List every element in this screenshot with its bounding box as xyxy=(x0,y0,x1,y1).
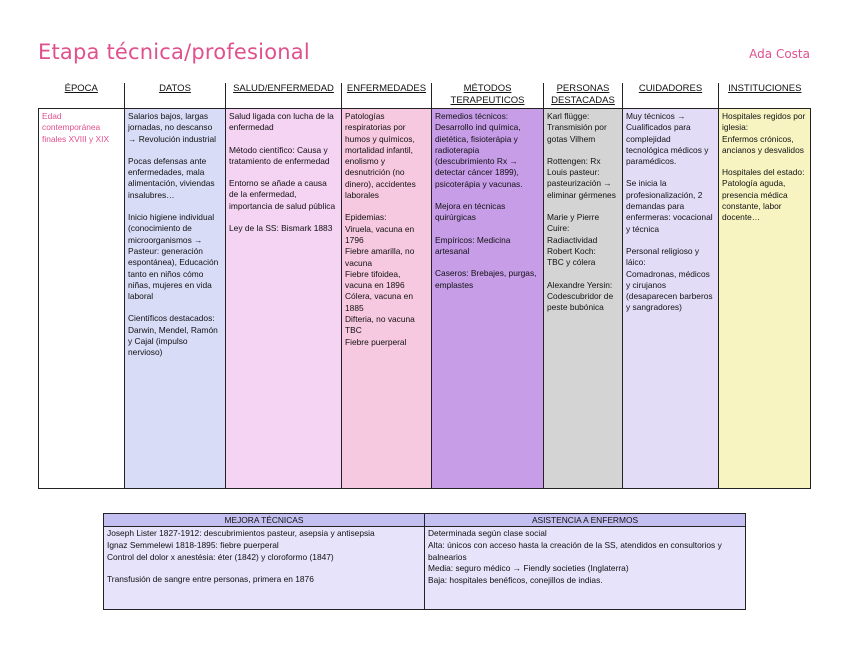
header-instituciones: INSTITUCIONES xyxy=(719,83,811,109)
cell-cuidadores xyxy=(623,109,719,489)
metodos-para: Remedios técnicos: Desarrollo ind química, dietética, fisioterápia y radioterapia (descubrimiento Rx → detectar cáncer 1899), psicoterápia y vacunas. xyxy=(435,111,523,189)
cuidadores-para: Muy técnicos → Cualificados para complejidad tecnológica médicos y paramédicos. xyxy=(626,111,709,167)
header-personas: PERSONAS DESTACADAS xyxy=(544,83,623,109)
cell-datos xyxy=(125,109,226,489)
mejora-line: Control del dolor x anestésia: éter (1842) y cloroformo (1847) xyxy=(107,551,334,562)
metodos-para: Caseros: Brebajes, purgas, emplastes xyxy=(435,268,537,290)
content-row xyxy=(39,109,811,489)
metodos-para: Mejora en técnicas quirúrgicas xyxy=(435,201,506,223)
bottom-content-row xyxy=(104,527,746,610)
header-epoca: ÉPOCA xyxy=(39,83,125,109)
mejora-line: Ignaz Semmelewi 1818-1895: fiebre puerperal xyxy=(107,539,279,550)
mejora-line: Transfusión de sangre entre personas, primera en 1876 xyxy=(107,574,314,585)
salud-para: Salud ligada con lucha de la enfermedad xyxy=(229,111,334,133)
asistencia-line: Alta: únicos con acceso hasta la creación de la SS, atendidos en consultorios y balnearios xyxy=(428,539,722,562)
header-row xyxy=(39,83,811,109)
personas-para: Rottengen: Rx Louis pasteur: pasteurización → eliminar gérmenes xyxy=(547,155,616,200)
header-metodos: MÉTODOS TERAPEUTICOS xyxy=(432,83,544,109)
personas-para: Alexandre Yersin: Codescubridor de peste bubónica xyxy=(547,279,614,313)
mejora-spacer xyxy=(107,563,421,574)
enfermedades-para: Epidemias: Viruela, vacuna en 1796 Fiebre amarilla, no vacuna Fiebre tifoidea, vacuna en 1896 Cólera, vacuna en 1885 Difteria, no vacuna TBC Fiebre puerperal xyxy=(345,212,415,347)
cell-personas xyxy=(544,109,623,489)
header-datos: DATOS xyxy=(125,83,226,109)
personas-para: Marie y Pierre Cuire: Radiactividad Robert Koch: TBC y cólera xyxy=(547,212,600,268)
page-title: Etapa técnica/profesional xyxy=(38,40,310,64)
header-asistencia-enfermos: ASISTENCIA A ENFERMOS xyxy=(425,514,746,527)
header-cuidadores: CUIDADORES xyxy=(623,83,719,109)
cell-enfermedades xyxy=(342,109,432,489)
mejora-line: Joseph Lister 1827-1912: descubrimientos pasteur, asepsia y antisepsia xyxy=(107,528,375,538)
bottom-table xyxy=(103,513,746,610)
bottom-header-row xyxy=(104,514,746,527)
personas-para: Karl flügge: Transmisión por gotas Vilhem xyxy=(547,111,607,144)
epoca-text: Edad contemporánea finales XVIII y XIX xyxy=(42,111,110,144)
asistencia-line: Determinada según clase social xyxy=(428,528,547,538)
datos-para: Científicos destacados: Darwin, Mendel, Ramón y Cajal (impulso nervioso) xyxy=(128,313,218,358)
enfermedades-para: Patologías respiratorias por humos y químicos, mortalidad infantil, enolismo y desnutrición (no dinero), accidentes laborales xyxy=(345,111,416,201)
salud-para: Entorno se añade a causa de la enfermedad, importancia de salud pública xyxy=(229,178,336,211)
metodos-para: Empíricos: Medicina artesanal xyxy=(435,234,511,256)
cell-metodos xyxy=(432,109,544,489)
cell-salud xyxy=(226,109,342,489)
main-table xyxy=(38,83,811,489)
cuidadores-para: Personal religioso y láico: Comadronas, médicos y cirujanos (desaparecen barberos y sangradores) xyxy=(626,245,713,313)
header-mejora-tecnicas: MEJORA TÉCNICAS xyxy=(104,514,425,527)
salud-para: Ley de la SS: Bismark 1883 xyxy=(229,223,333,234)
author-name: Ada Costa xyxy=(749,47,810,61)
asistencia-line: Baja: hospitales benéficos, conejillos de indias. xyxy=(428,575,603,586)
salud-para: Método científico: Causa y tratamiento de enfermedad xyxy=(229,144,330,166)
cuidadores-para: Se inicia la profesionalización, 2 demandas para enfermeras: vocacional y técnica xyxy=(626,178,713,234)
cell-asistencia-enfermos xyxy=(425,527,746,610)
header-salud: SALUD/ENFERMEDAD xyxy=(226,83,342,109)
cell-mejora-tecnicas xyxy=(104,527,425,610)
cell-epoca xyxy=(39,109,125,489)
instituciones-para: Hospitales del estado: Patología aguda, presencia médica constante, labor docente… xyxy=(722,167,805,223)
datos-para: Salarios bajos, largas jornadas, no descanso → Revolución industrial xyxy=(128,111,216,144)
cell-instituciones xyxy=(719,109,811,489)
instituciones-para: Hospitales regidos por iglesia: Enfermos crónicos, ancianos y desvalidos xyxy=(722,111,806,155)
header-enfermedades: ENFERMEDADES xyxy=(342,83,432,109)
datos-para: Pocas defensas ante enfermedades, mala alimentación, viviendas insalubres… xyxy=(128,155,215,200)
asistencia-line: Media: seguro médico → Fiendly societies (Inglaterra) xyxy=(428,563,629,574)
datos-para: Inicio higiene individual (conocimiento de microorganismos → Pasteur: generación espontánea), Educación tanto en niños cómo niñas, mujeres en vida laboral xyxy=(128,212,219,302)
